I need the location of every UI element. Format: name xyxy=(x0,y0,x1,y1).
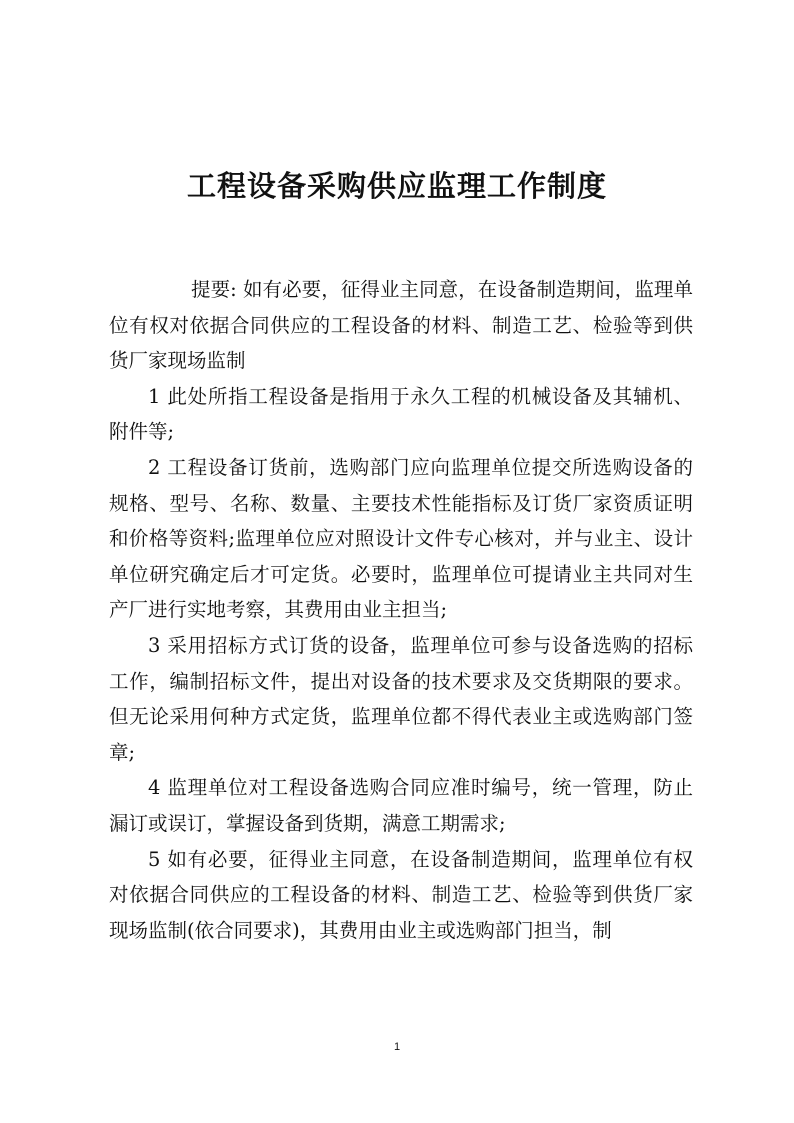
page-title: 工程设备采购供应监理工作制度 xyxy=(186,169,607,204)
document-body xyxy=(109,272,693,948)
clause-3: 3 采用招标方式订货的设备，监理单位可参与设备选购的招标工作，编制招标文件，提出对设备的技术要求及交货期限的要求。但无论采用何种方式定货，监理单位都不得代表业主或选购部门签章; xyxy=(109,633,693,764)
page-number: 1 xyxy=(393,1041,401,1053)
clause-4: 4 监理单位对工程设备选购合同应准时编号，统一管理，防止漏订或误订，掌握设备到货期，满意工期需求; xyxy=(109,776,693,835)
clause-2: 2 工程设备订货前，选购部门应向监理单位提交所选购设备的规格、型号、名称、数量、主要技术性能指标及订货厂家资质证明和价格等资料;监理单位应对照设计文件专心核对，并与业主、设计单位研究确定后才可定货。必要时，监理单位可提请业主共同对生产厂进行实地考察，其费用由业主担当; xyxy=(109,455,693,622)
summary-paragraph: 提要: 如有必要，征得业主同意，在设备制造期间，监理单位有权对依据合同供应的工程设备的材料、制造工艺、检验等到供货厂家现场监制 xyxy=(109,278,693,373)
clause-5: 5 如有必要，征得业主同意，在设备制造期间，监理单位有权对依据合同供应的工程设备的材料、制造工艺、检验等到供货厂家现场监制(依合同要求)，其费用由业主或选购部门担当，制 xyxy=(109,847,693,942)
clause-1: 1 此处所指工程设备是指用于永久工程的机械设备及其辅机、附件等; xyxy=(109,384,693,444)
